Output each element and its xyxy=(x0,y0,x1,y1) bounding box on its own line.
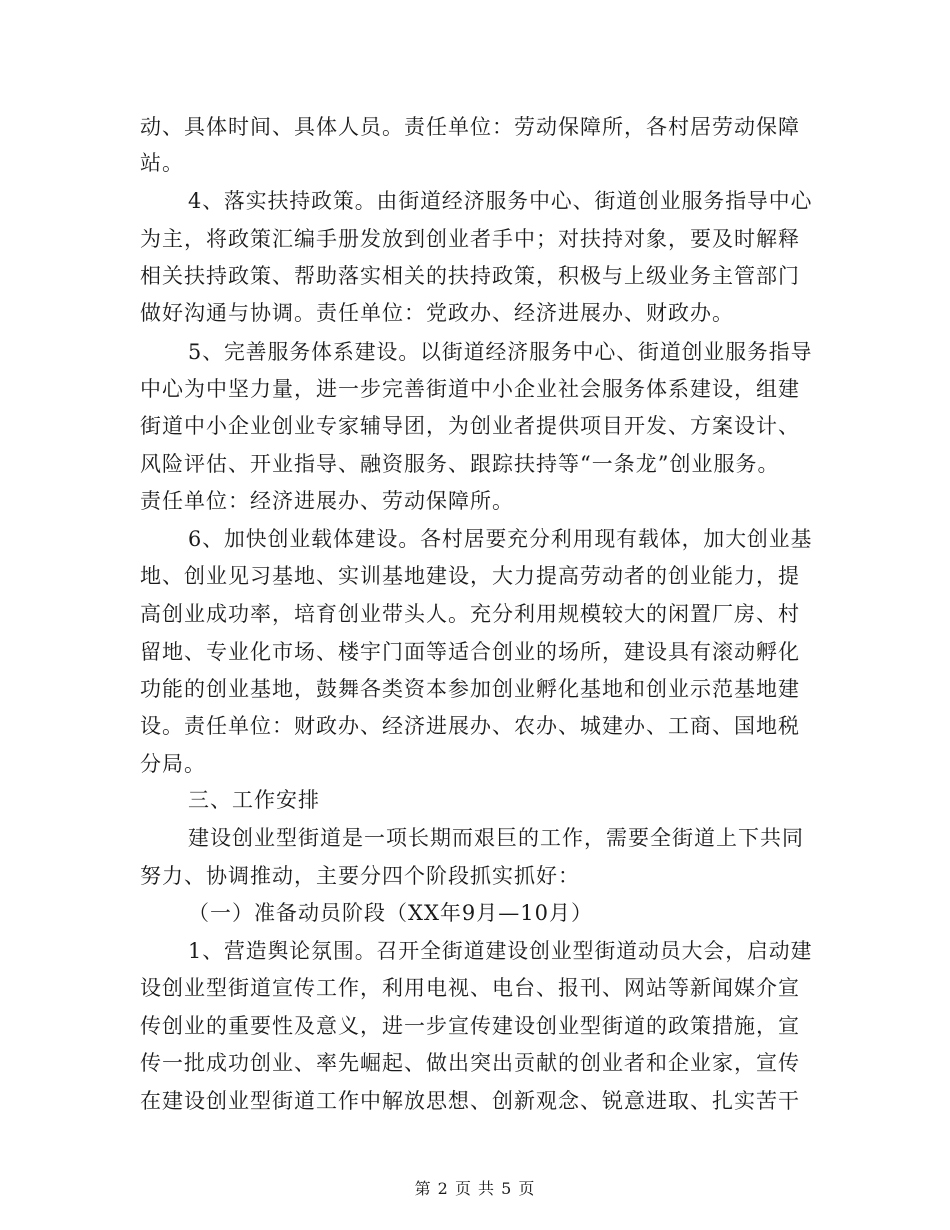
page-footer: 第 2 页 共 5 页 xyxy=(414,1179,536,1198)
body-line: 传一批成功创业、率先崛起、做出突出贡献的创业者和企业家，宣传 xyxy=(140,1051,800,1075)
body-line: 风险评估、开业指导、融资服务、跟踪扶持等“一条龙”创业服务。 xyxy=(140,452,780,476)
body-line: 建设创业型街道是一项长期而艰巨的工作，需要全街道上下共同 xyxy=(188,826,804,850)
body-line: 为主，将政策汇编手册发放到创业者手中；对扶持对象，要及时解释 xyxy=(140,227,800,251)
body-line: 功能的创业基地，鼓舞各类资本参加创业孵化基地和创业示范基地建 xyxy=(140,677,800,701)
body-line: 站。 xyxy=(140,151,184,175)
section-heading: 三、工作安排 xyxy=(188,788,320,812)
body-line: 相关扶持政策、帮助落实相关的扶持政策，积极与上级业务主管部门 xyxy=(140,264,800,288)
subsection-heading: （一）准备动员阶段（XX年9月—10月） xyxy=(188,901,593,925)
body-line: 1、营造舆论氛围。召开全街道建设创业型街道动员大会，启动建 xyxy=(188,939,813,963)
body-line: 传创业的重要性及意义，进一步宣传建设创业型街道的政策措施，宣 xyxy=(140,1014,800,1038)
body-line: 4、落实扶持政策。由街道经济服务中心、街道创业服务指导中心 xyxy=(188,189,813,213)
body-line: 高创业成功率，培育创业带头人。充分利用规模较大的闲置厂房、村 xyxy=(140,602,800,626)
body-line: 分局。 xyxy=(140,752,206,776)
body-line: 中心为中坚力量，进一步完善街道中小企业社会服务体系建设，组建 xyxy=(140,377,800,401)
body-line: 在建设创业型街道工作中解放思想、创新观念、锐意进取、扎实苦干 xyxy=(140,1089,800,1113)
body-line: 责任单位：经济进展办、劳动保障所。 xyxy=(140,489,514,513)
body-line: 做好沟通与协调。责任单位：党政办、经济进展办、财政办。 xyxy=(140,301,734,325)
body-line: 留地、专业化市场、楼宇门面等适合创业的场所，建设具有滚动孵化 xyxy=(140,640,800,664)
body-line: 6、加快创业载体建设。各村居要充分利用现有载体，加大创业基 xyxy=(188,527,813,551)
body-line: 设。责任单位：财政办、经济进展办、农办、城建办、工商、国地税 xyxy=(140,714,800,738)
body-line: 动、具体时间、具体人员。责任单位：劳动保障所，各村居劳动保障 xyxy=(140,115,800,139)
body-line: 街道中小企业创业专家辅导团，为创业者提供项目开发、方案设计、 xyxy=(140,414,800,438)
body-line: 5、完善服务体系建设。以街道经济服务中心、街道创业服务指导 xyxy=(188,340,813,364)
body-line: 努力、协调推动，主要分四个阶段抓实抓好： xyxy=(140,864,580,888)
body-line: 地、创业见习基地、实训基地建设，大力提高劳动者的创业能力，提 xyxy=(140,564,800,588)
body-line: 设创业型街道宣传工作，利用电视、电台、报刊、网站等新闻媒介宣 xyxy=(140,976,800,1000)
